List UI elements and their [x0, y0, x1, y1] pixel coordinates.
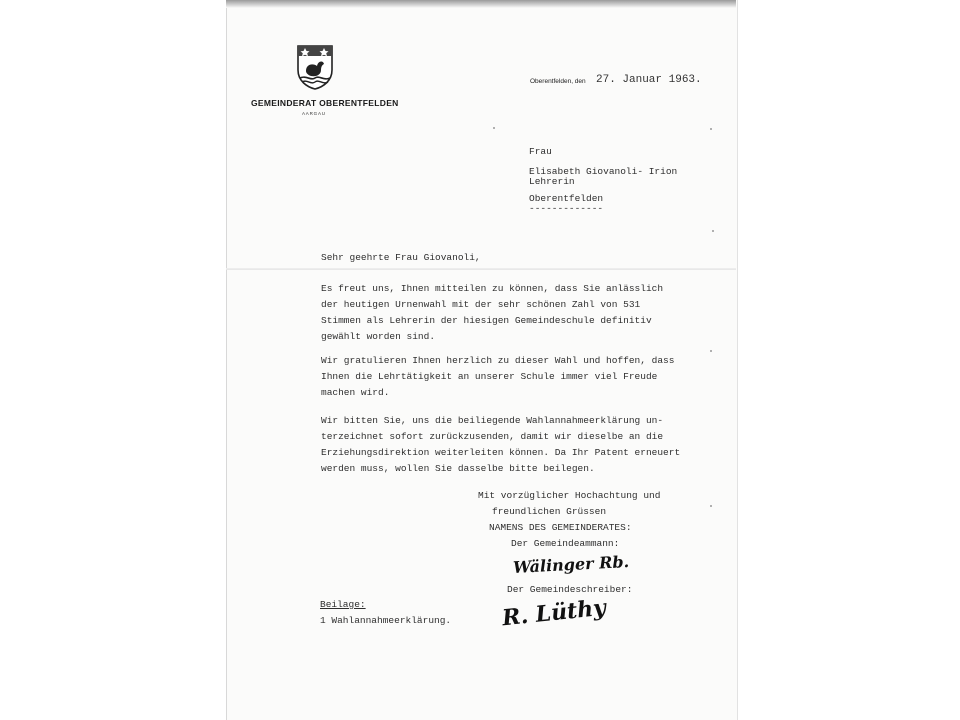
- paragraph-line: Erziehungsdirektion weiterleiten können. Da Ihr Patent erneuert: [321, 447, 681, 458]
- letter-salutation: Sehr geehrte Frau Giovanoli,: [321, 252, 481, 263]
- scan-speck: [710, 350, 712, 352]
- enclosure-item: 1 Wahlannahmeerklärung.: [320, 615, 452, 626]
- paragraph-line: Wir gratulieren Ihnen herzlich zu dieser Wahl und hoffen, dass: [321, 355, 675, 366]
- canton-name: AARGAU: [302, 111, 326, 116]
- clerk-signature: R. Lüthy: [500, 594, 608, 632]
- closing-line: freundlichen Grüssen: [492, 506, 607, 517]
- recipient-town: Oberentfelden: [529, 193, 604, 204]
- mayor-signature: Wälinger Rb.: [512, 551, 630, 578]
- coat-of-arms-icon: [296, 44, 334, 90]
- paragraph-line: machen wird.: [321, 387, 390, 398]
- letter-date: 27. Januar 1963.: [596, 74, 702, 86]
- recipient-salutation: Frau: [529, 146, 552, 157]
- paper-fold-line: [226, 268, 736, 270]
- clerk-label: Der Gemeindeschreiber:: [507, 584, 633, 595]
- scan-speck: [710, 505, 712, 507]
- paragraph-line: Wir bitten Sie, uns die beiliegende Wahlannahmeerklärung un-: [321, 415, 664, 426]
- scan-top-edge: [226, 0, 736, 8]
- paragraph-line: Es freut uns, Ihnen mitteilen zu können, dass Sie anlässlich: [321, 283, 664, 294]
- enclosure-label: Beilage:: [320, 599, 366, 610]
- paragraph-line: Stimmen als Lehrerin der hiesigen Gemeindeschule definitiv: [321, 315, 652, 326]
- closing-council-line: NAMENS DES GEMEINDERATES:: [489, 522, 632, 533]
- paragraph-line: Ihnen die Lehrtätigkeit an unserer Schule immer viel Freude: [321, 371, 658, 382]
- paragraph-line: werden muss, wollen Sie dasselbe bitte beilegen.: [321, 463, 595, 474]
- paragraph-line: gewählt worden sind.: [321, 331, 436, 342]
- scan-speck: [710, 128, 712, 130]
- recipient-name: Elisabeth Giovanoli- Irion: [529, 166, 678, 177]
- closing-line: Mit vorzüglicher Hochachtung und: [478, 490, 661, 501]
- scan-speck: [712, 230, 714, 232]
- organization-name: GEMEINDERAT OBERENTFELDEN: [251, 98, 399, 108]
- paragraph-line: der heutigen Urnenwahl mit der sehr schönen Zahl von 531: [321, 299, 641, 310]
- paragraph-line: terzeichnet sofort zurückzusenden, damit wir dieselbe an die: [321, 431, 664, 442]
- scan-speck: [493, 127, 495, 129]
- recipient-underline: -------------: [529, 203, 604, 214]
- mayor-label: Der Gemeindeammann:: [511, 538, 620, 549]
- recipient-title: Lehrerin: [529, 176, 575, 187]
- place-label: Oberentfelden, den: [530, 78, 586, 85]
